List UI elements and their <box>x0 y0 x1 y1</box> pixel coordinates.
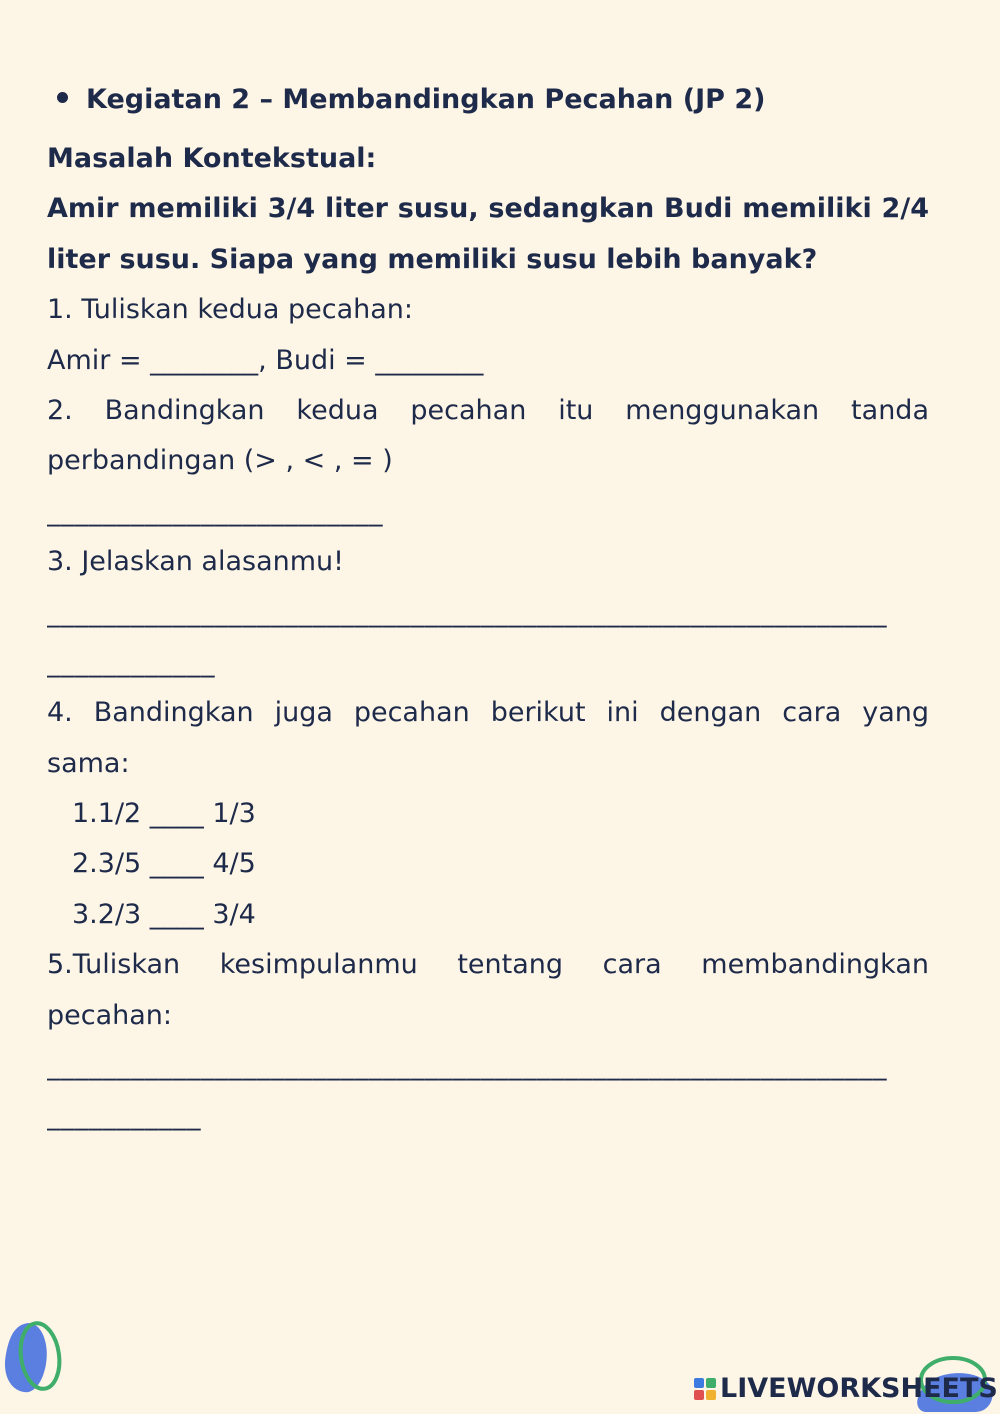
comparison-item[interactable] <box>47 789 929 839</box>
context-label: Masalah Kontekstual: <box>47 143 377 174</box>
comparison-item-number: 1. <box>72 798 98 830</box>
comparison-item-number: 3. <box>72 898 98 930</box>
question-2-line-2: perbandingan (> , < , = ) <box>47 445 393 477</box>
worksheet-content <box>47 78 929 1142</box>
question-2-line-1: 2. Bandingkan kedua pecahan itu menggunakan tanda <box>47 394 929 426</box>
activity-heading <box>47 78 929 122</box>
comparison-item-number: 2. <box>72 848 98 880</box>
brand-name: LIVEWORKSHEETS <box>720 1373 998 1404</box>
bullet-icon <box>57 92 68 103</box>
comparison-item[interactable] <box>47 890 929 940</box>
question-4-line-2: sama: <box>47 747 130 779</box>
question-5-answer-line-1[interactable]: ____________________________________________________________ <box>47 1050 887 1082</box>
question-2-answer[interactable]: ________________________ <box>47 495 383 527</box>
question-1-answer[interactable]: Amir = ________, Budi = ________ <box>47 344 484 376</box>
problem-line-2: liter susu. Siapa yang memiliki susu lebih banyak? <box>47 243 818 275</box>
question-5-line-1: 5.Tuliskan kesimpulanmu tentang cara membandingkan <box>47 949 929 981</box>
question-5-line-2: pecahan: <box>47 999 173 1031</box>
comparison-item-text: 3/5 ____ 4/5 <box>97 848 256 880</box>
problem-line-1: Amir memiliki 3/4 liter susu, sedangkan Budi memiliki 2/4 <box>47 193 929 225</box>
comparison-item[interactable] <box>47 839 929 889</box>
liveworksheets-brand <box>694 1372 998 1406</box>
activity-heading-text: Kegiatan 2 – Membandingkan Pecahan (JP 2) <box>86 84 766 115</box>
comparison-item-text: 1/2 ____ 1/3 <box>97 798 256 830</box>
question-4-line-1: 4. Bandingkan juga pecahan berikut ini dengan cara yang <box>47 697 929 729</box>
liveworksheets-logo-icon <box>694 1378 716 1400</box>
question-3-prompt: 3. Jelaskan alasanmu! <box>47 546 344 578</box>
decorative-blob-icon <box>0 1312 80 1402</box>
question-5-answer-line-2[interactable]: ___________ <box>47 1100 201 1132</box>
question-3-answer-line-1[interactable]: ____________________________________________________________ <box>47 596 887 628</box>
comparison-item-text: 2/3 ____ 3/4 <box>97 898 256 930</box>
question-3-answer-line-2[interactable]: ____________ <box>47 646 215 678</box>
question-1-prompt: 1. Tuliskan kedua pecahan: <box>47 294 413 326</box>
